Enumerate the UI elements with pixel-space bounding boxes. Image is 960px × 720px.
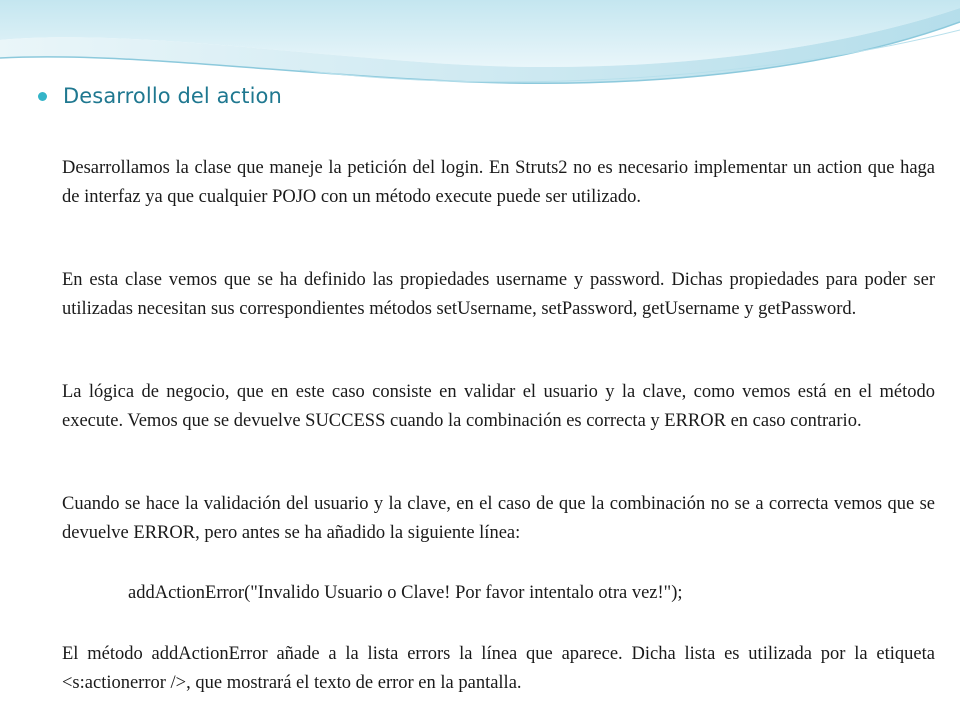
slide-title-row — [38, 84, 282, 108]
paragraph-1: Desarrollamos la clase que maneje la petición del login. En Struts2 no es necesario implementar un action que haga de interfaz ya que cualquier POJO con un método execute puede ser utilizado. — [62, 158, 935, 207]
paragraph-3: La lógica de negocio, que en este caso consiste en validar el usuario y la clave, como vemos está en el método execute. Vemos que se devuelve SUCCESS cuando la combinación es correcta y ERROR en caso contrario. — [62, 382, 935, 431]
paragraph-5: El método addActionError añade a la lista errors la línea que aparece. Dicha lista es utilizada por la etiqueta <s:actionerror />, que mostrará el texto de error en la pantalla. — [62, 644, 935, 693]
paragraph-2: En esta clase vemos que se ha definido las propiedades username y password. Dichas propiedades para poder ser utilizadas necesitan sus correspondientes métodos setUsername, setPassword, getUsername y getPassword. — [62, 270, 935, 319]
paragraph-4: Cuando se hace la validación del usuario y la clave, en el caso de que la combinación no se a correcta vemos que se devuelve ERROR, pero antes se ha añadido la siguiente línea: — [62, 494, 935, 543]
slide-title: Desarrollo del action — [63, 84, 282, 108]
round-bullet-icon — [38, 92, 47, 101]
code-line: addActionError("Invalido Usuario o Clave! Por favor intentalo otra vez!"); — [128, 583, 683, 603]
